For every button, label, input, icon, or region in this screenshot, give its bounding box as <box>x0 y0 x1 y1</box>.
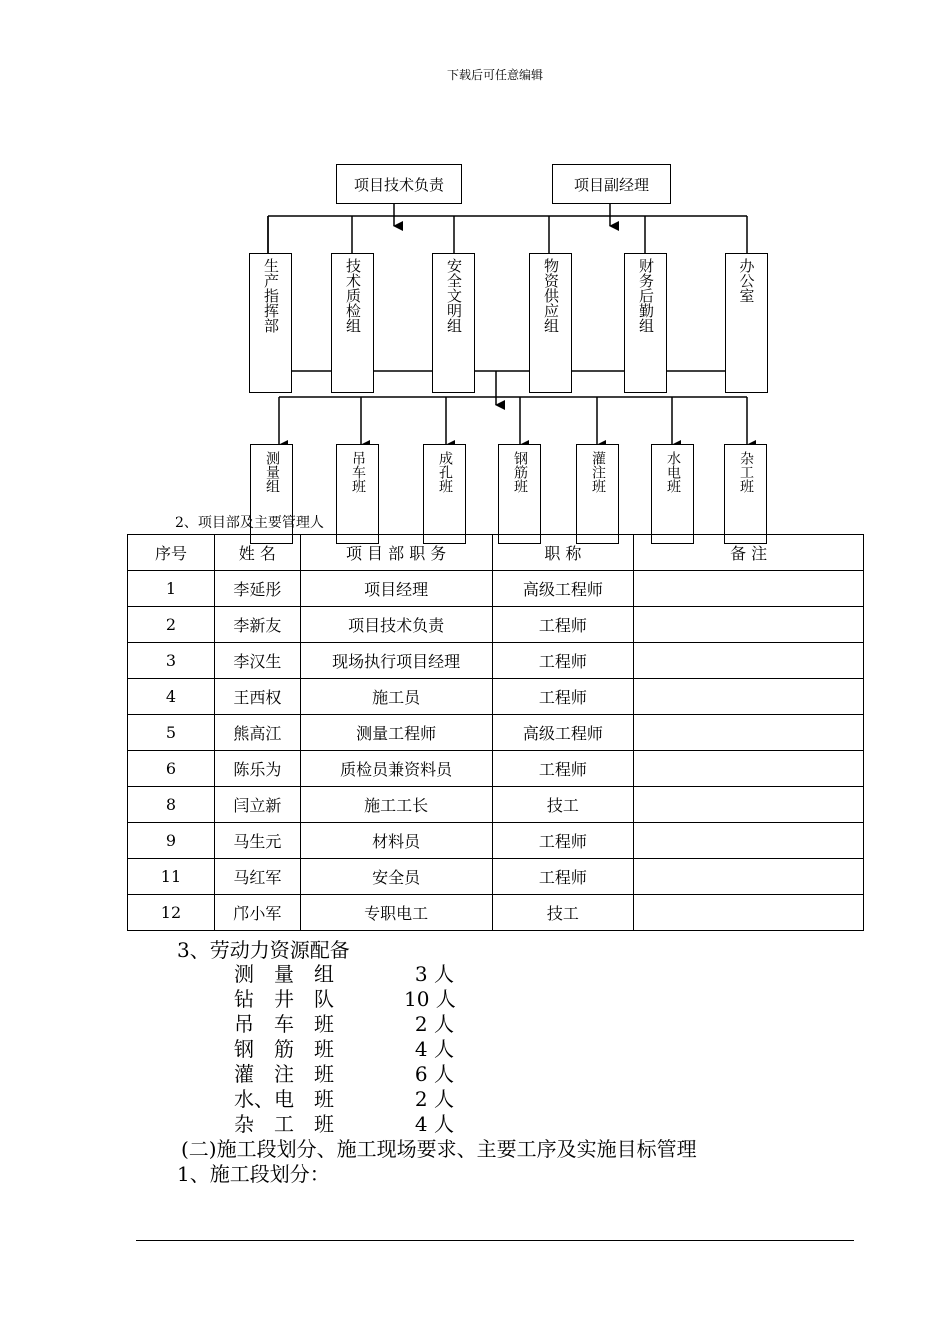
team-box-drilling <box>423 444 466 544</box>
table-cell: 8 <box>128 787 215 823</box>
section2-heading: (二)施工段划分、施工现场要求、主要工序及实施目标管理 <box>181 1137 697 1161</box>
labor-item-name: 灌 注 班 <box>234 1062 334 1086</box>
labor-item-name: 测 量 组 <box>234 962 334 986</box>
table-cell: 工程师 <box>492 751 634 787</box>
header-cell: 项 目 部 职 务 <box>300 535 492 571</box>
org-box-tech-lead <box>336 164 462 204</box>
table-row <box>128 823 864 859</box>
table-cell: 现场执行项目经理 <box>300 643 492 679</box>
header-note: 下载后可任意编辑 <box>446 68 543 82</box>
table-cell: 王西权 <box>214 679 300 715</box>
team-label: 钢筋班 <box>512 451 528 493</box>
header-cell: 职 称 <box>492 535 634 571</box>
table-cell: 马红军 <box>214 859 300 895</box>
table-cell: 高级工程师 <box>492 571 634 607</box>
dept-box-quality <box>331 253 374 393</box>
table-cell: 3 <box>128 643 215 679</box>
team-label: 吊车班 <box>350 451 366 493</box>
table-cell: 12 <box>128 895 215 931</box>
table-cell: 2 <box>128 607 215 643</box>
table-cell: 技工 <box>492 787 634 823</box>
labor-item-count: 2 人 <box>414 1012 454 1036</box>
table-cell: 李延彤 <box>214 571 300 607</box>
table-cell <box>634 823 864 859</box>
labor-item-count: 2 人 <box>414 1087 454 1111</box>
table-cell: 5 <box>128 715 215 751</box>
table-cell: 质检员兼资料员 <box>300 751 492 787</box>
staff-table <box>127 534 864 931</box>
org-box-deputy-manager <box>552 164 671 204</box>
team-box-pouring <box>576 444 619 544</box>
table-cell <box>634 607 864 643</box>
labor-item-name: 钢 筋 班 <box>234 1037 334 1061</box>
team-box-general-labor <box>724 444 767 544</box>
table-cell: 熊高江 <box>214 715 300 751</box>
team-label: 成孔班 <box>437 451 453 493</box>
table-cell <box>634 859 864 895</box>
table-cell: 马生元 <box>214 823 300 859</box>
table-cell: 施工工长 <box>300 787 492 823</box>
staff-caption: 2、项目部及主要管理人 <box>175 515 324 531</box>
table-row <box>128 643 864 679</box>
footer-divider <box>136 1240 854 1241</box>
dept-label: 技术质检组 <box>344 258 362 333</box>
table-cell <box>634 715 864 751</box>
table-row <box>128 571 864 607</box>
team-label: 灌注班 <box>590 451 606 493</box>
table-cell: 陈乐为 <box>214 751 300 787</box>
dept-box-production <box>249 253 292 393</box>
table-cell: 邝小军 <box>214 895 300 931</box>
dept-label: 财务后勤组 <box>637 258 655 333</box>
dept-box-office <box>725 253 768 393</box>
labor-item-count: 4 人 <box>414 1037 454 1061</box>
table-row <box>128 607 864 643</box>
dept-label: 安全文明组 <box>445 258 463 333</box>
table-row <box>128 751 864 787</box>
table-cell: 1 <box>128 571 215 607</box>
header-cell: 姓 名 <box>214 535 300 571</box>
table-cell: 施工员 <box>300 679 492 715</box>
table-cell <box>634 787 864 823</box>
labor-item-name: 杂 工 班 <box>234 1112 334 1136</box>
table-cell: 项目经理 <box>300 571 492 607</box>
table-cell: 工程师 <box>492 643 634 679</box>
dept-box-materials <box>529 253 572 393</box>
table-cell: 测量工程师 <box>300 715 492 751</box>
table-cell: 李新友 <box>214 607 300 643</box>
table-cell <box>634 751 864 787</box>
dept-label: 物资供应组 <box>542 258 560 333</box>
table-row <box>128 895 864 931</box>
labor-item-count: 6 人 <box>414 1062 454 1086</box>
table-row <box>128 679 864 715</box>
table-row <box>128 859 864 895</box>
section2-subheading: 1、施工段划分： <box>177 1162 330 1186</box>
header-cell: 序号 <box>128 535 215 571</box>
labor-item-name: 吊 车 班 <box>234 1012 334 1036</box>
table-cell: 9 <box>128 823 215 859</box>
labor-heading: 3、劳动力资源配备 <box>177 938 350 962</box>
dept-label: 办公室 <box>737 258 756 303</box>
table-cell: 闫立新 <box>214 787 300 823</box>
table-header-row <box>128 535 864 571</box>
labor-item-count: 10 人 <box>404 987 456 1011</box>
team-box-crane <box>336 444 379 544</box>
table-row <box>128 715 864 751</box>
team-box-rebar <box>498 444 541 544</box>
table-cell: 11 <box>128 859 215 895</box>
labor-item-count: 3 人 <box>414 962 454 986</box>
table-cell <box>634 643 864 679</box>
team-label: 测量组 <box>264 451 280 493</box>
org-box-label: 项目副经理 <box>573 175 649 194</box>
labor-item-name: 水、电 班 <box>234 1087 334 1111</box>
labor-item-name: 钻 井 队 <box>234 987 334 1011</box>
team-label: 杂工班 <box>738 451 754 493</box>
org-box-label: 项目技术负责 <box>353 175 444 194</box>
table-row <box>128 787 864 823</box>
org-chart-connectors <box>0 0 950 560</box>
team-box-water-electric <box>651 444 694 544</box>
table-cell: 项目技术负责 <box>300 607 492 643</box>
table-cell <box>634 571 864 607</box>
table-cell: 高级工程师 <box>492 715 634 751</box>
table-cell: 工程师 <box>492 859 634 895</box>
table-cell: 专职电工 <box>300 895 492 931</box>
table-cell: 6 <box>128 751 215 787</box>
team-label: 水电班 <box>665 451 681 493</box>
table-cell: 工程师 <box>492 823 634 859</box>
dept-box-finance <box>624 253 667 393</box>
table-cell: 安全员 <box>300 859 492 895</box>
table-cell: 4 <box>128 679 215 715</box>
dept-box-safety <box>432 253 475 393</box>
table-cell: 工程师 <box>492 679 634 715</box>
table-cell: 工程师 <box>492 607 634 643</box>
table-cell: 材料员 <box>300 823 492 859</box>
header-cell: 备 注 <box>634 535 864 571</box>
table-cell <box>634 895 864 931</box>
dept-label: 生产指挥部 <box>262 258 280 333</box>
table-cell: 技工 <box>492 895 634 931</box>
labor-item-count: 4 人 <box>414 1112 454 1136</box>
table-cell <box>634 679 864 715</box>
table-cell: 李汉生 <box>214 643 300 679</box>
